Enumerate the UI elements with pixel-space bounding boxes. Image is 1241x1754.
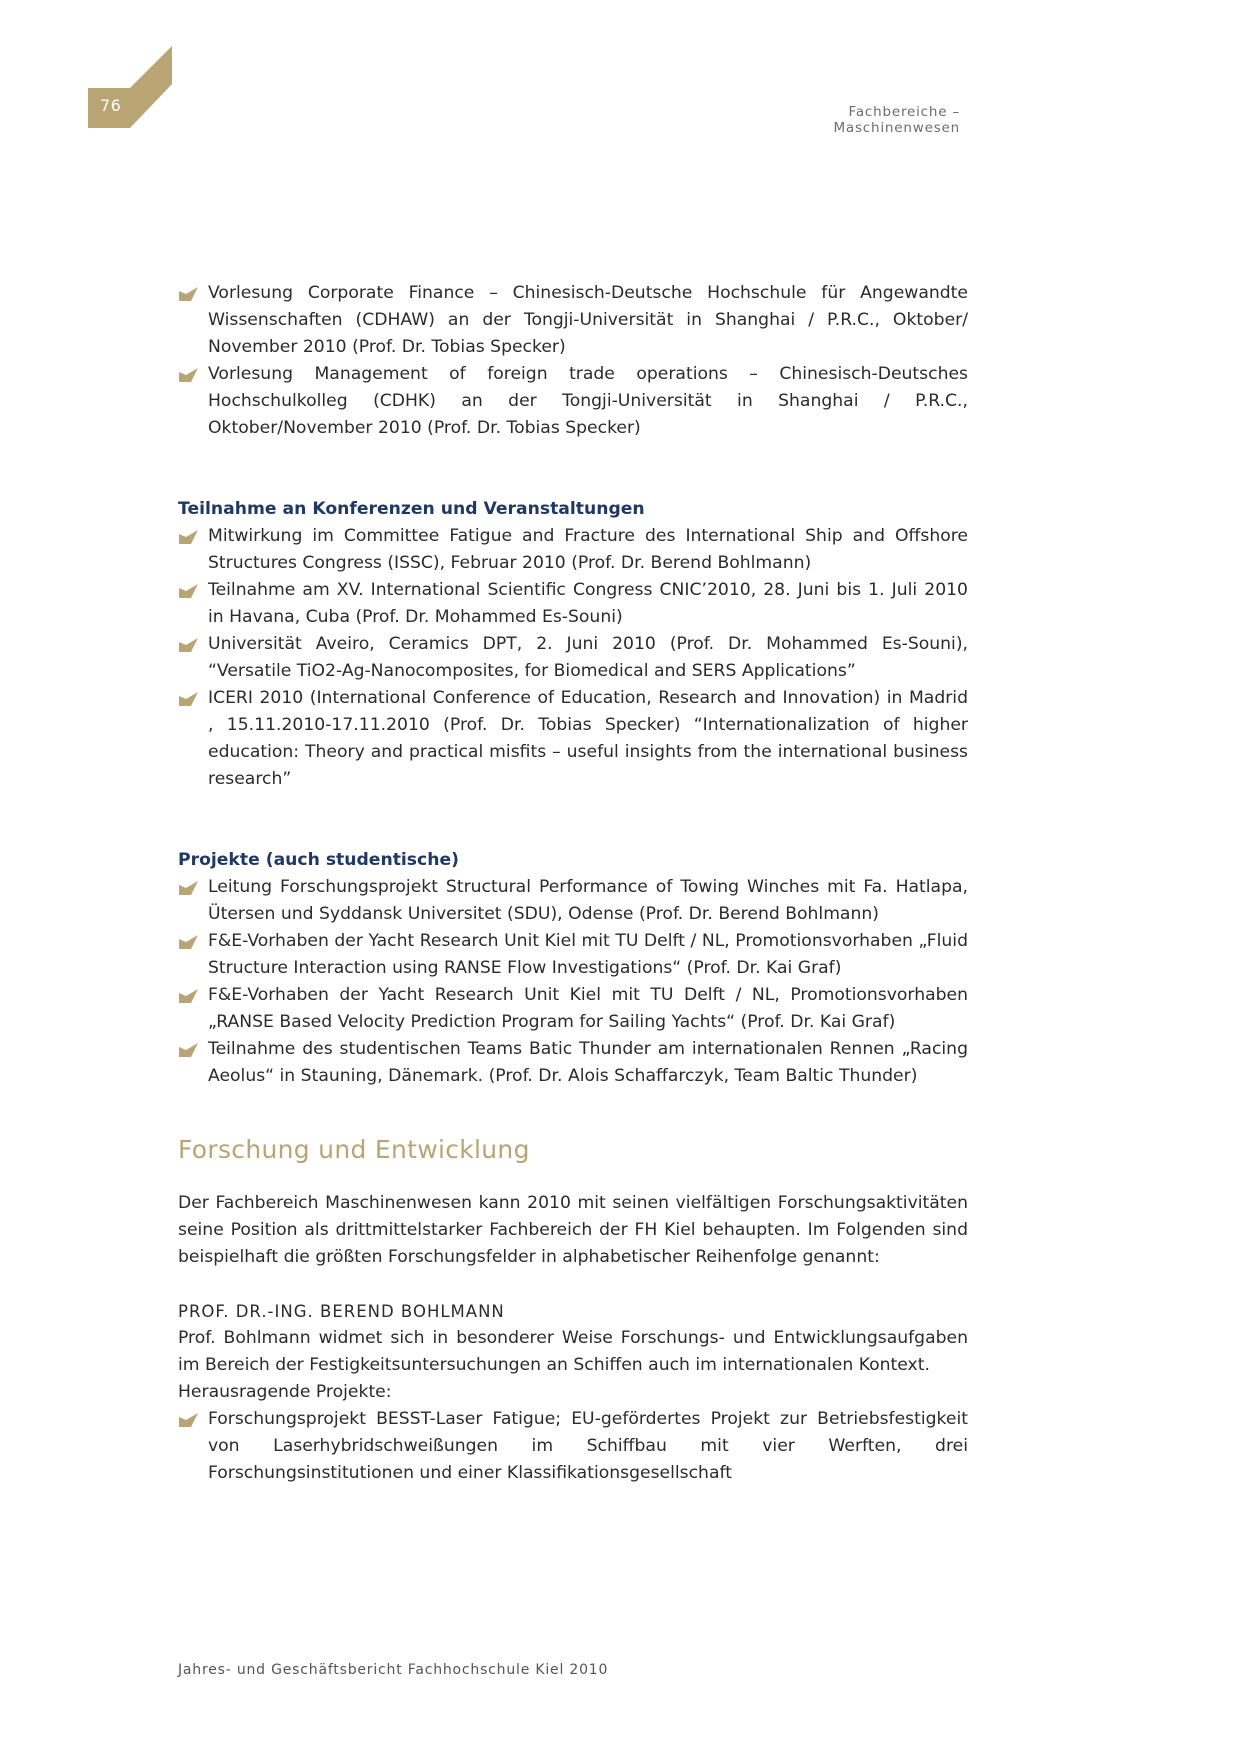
list-item-text: Universität Aveiro, Ceramics DPT, 2. Juni 2010 (Prof. Dr. Mohammed Es-Souni), “Versatile TiO2-Ag-Nanocomposites, for Biomedical and SERS Applications” xyxy=(208,634,968,681)
list-item xyxy=(178,685,968,793)
list-item-text: ICERI 2010 (International Conference of Education, Research and Innovation) in Madrid , 15.11.2010-17.11.2010 (Prof. Dr. Tobias Specker) “Internationalization of higher education: Theory and practical misfits – useful insights from the international business research” xyxy=(208,688,968,789)
conferences-heading: Teilnahme an Konferenzen und Veranstaltungen xyxy=(178,499,645,519)
bullet-icon xyxy=(178,583,200,599)
bullet-icon xyxy=(178,286,200,302)
research-heading: Forschung und Entwicklung xyxy=(178,1135,530,1164)
bullet-icon xyxy=(178,1412,200,1428)
list-item-text: Teilnahme am XV. International Scientific Congress CNIC’2010, 28. Juni bis 1. Juli 2010 in Havana, Cuba (Prof. Dr. Mohammed Es-Souni) xyxy=(208,580,968,627)
list-item-text: Leitung Forschungsprojekt Structural Performance of Towing Winches mit Fa. Hatlapa, Ütersen und Syddansk Universitet (SDU), Odense (Prof. Dr. Berend Bohlmann) xyxy=(208,877,968,924)
list-item-text: Vorlesung Management of foreign trade operations – Chinesisch-Deutsches Hochschulkolleg (CDHK) an der Tongji-Universität in Shanghai / P.R.C., Oktober/November 2010 (Prof. Dr. Tobias Specker) xyxy=(208,364,968,438)
list-item xyxy=(178,523,968,577)
list-item xyxy=(178,874,968,928)
page-footer: Jahres- und Geschäftsbericht Fachhochschule Kiel 2010 xyxy=(178,1662,609,1678)
list-item xyxy=(178,577,968,631)
bullet-icon xyxy=(178,988,200,1004)
professor-name: PROF. DR.-ING. BEREND BOHLMANN xyxy=(178,1302,505,1321)
list-item-text: Vorlesung Corporate Finance – Chinesisch-Deutsche Hochschule für Angewandte Wissenschaften (CDHAW) an der Tongji-Universität in Shanghai / P.R.C., Oktober/ November 2010 (Prof. Dr. Tobias Specker) xyxy=(208,283,968,357)
research-projects-list xyxy=(178,1406,968,1487)
list-item-text: Teilnahme des studentischen Teams Batic Thunder am internationalen Rennen „Racing Aeolus“ in Stauning, Dänemark. (Prof. Dr. Alois Schaffarczyk, Team Baltic Thunder) xyxy=(208,1039,968,1086)
bullet-icon xyxy=(178,529,200,545)
list-item-text: F&E-Vorhaben der Yacht Research Unit Kiel mit TU Delft / NL, Promotionsvorhaben „Fluid Structure Interaction using RANSE Flow Investigations“ (Prof. Dr. Kai Graf) xyxy=(208,931,968,978)
page-number: 76 xyxy=(100,96,122,115)
list-item-text: Forschungsprojekt BESST-Laser Fatigue; EU-gefördertes Projekt zur Betriebsfestigkeit von Laserhybridschweißungen im Schiffbau mit vier Werften, drei Forschungsinstitutionen und einer Klassifikationsgesellschaft xyxy=(208,1409,968,1483)
list-item xyxy=(178,631,968,685)
list-item xyxy=(178,1406,968,1487)
list-item xyxy=(178,982,968,1036)
bullet-icon xyxy=(178,637,200,653)
list-item xyxy=(178,361,968,442)
bullet-icon xyxy=(178,367,200,383)
list-item xyxy=(178,1036,968,1090)
list-item-text: F&E-Vorhaben der Yacht Research Unit Kiel mit TU Delft / NL, Promotionsvorhaben „RANSE Based Velocity Prediction Program for Sailing Yachts“ (Prof. Dr. Kai Graf) xyxy=(208,985,968,1032)
projects-label: Herausragende Projekte: xyxy=(178,1382,392,1402)
main-content xyxy=(178,280,968,1487)
running-header: Fachbereiche – Maschinenwesen xyxy=(833,104,960,136)
list-item-text: Mitwirkung im Committee Fatigue and Fracture des International Ship and Offshore Structures Congress (ISSC), Februar 2010 (Prof. Dr. Berend Bohlmann) xyxy=(208,526,968,573)
projects-list xyxy=(178,874,968,1090)
bullet-icon xyxy=(178,880,200,896)
list-item xyxy=(178,928,968,982)
conferences-list xyxy=(178,523,968,793)
research-intro: Der Fachbereich Maschinenwesen kann 2010 mit seinen vielfältigen Forschungsaktivitäten seine Position als drittmittelstarker Fachbereich der FH Kiel behaupten. Im Folgenden sind beispielhaft die größten Forschungsfelder in alphabetischer Reihenfolge genannt: xyxy=(178,1193,968,1267)
lectures-list xyxy=(178,280,968,442)
professor-description: Prof. Bohlmann widmet sich in besonderer Weise Forschungs- und Entwicklungsaufgaben im Bereich der Festigkeitsuntersuchungen an Schiffen auch im internationalen Kontext. xyxy=(178,1328,968,1375)
projects-heading: Projekte (auch studentische) xyxy=(178,850,459,870)
bullet-icon xyxy=(178,691,200,707)
page-marker-shape xyxy=(88,44,172,128)
list-item xyxy=(178,280,968,361)
bullet-icon xyxy=(178,1042,200,1058)
bullet-icon xyxy=(178,934,200,950)
